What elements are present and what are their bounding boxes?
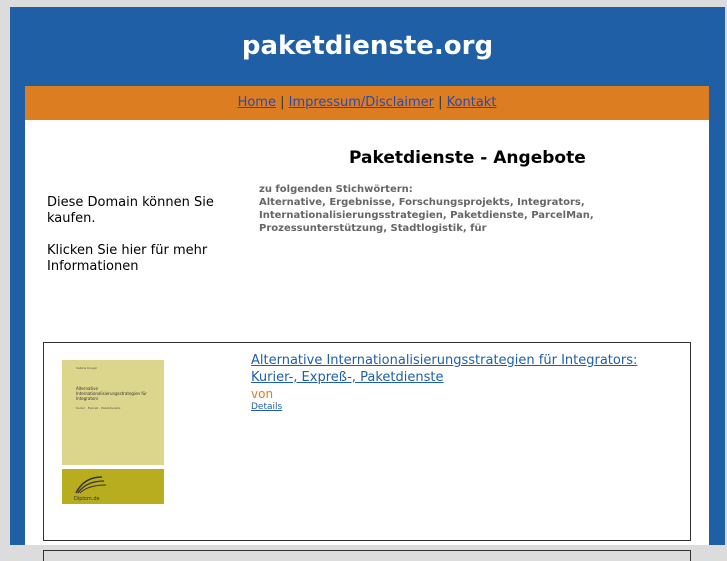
cover-bottom — [62, 469, 164, 504]
keywords-intro: zu folgenden Stichwörtern: — [259, 184, 413, 195]
product-info — [251, 352, 671, 412]
cover-author: Sabine Kruger — [76, 366, 98, 370]
publisher-logo-icon — [72, 473, 112, 501]
nav-kontakt-link[interactable]: Kontakt — [446, 95, 497, 110]
product-card-next — [43, 550, 691, 561]
nav-impressum-link[interactable]: Impressum/Disclaimer — [288, 95, 434, 110]
domain-sale-text[interactable]: Diese Domain können Sie kaufen. — [47, 195, 214, 226]
product-card — [43, 342, 691, 541]
keywords-block — [259, 183, 639, 235]
domain-sale-notice[interactable] — [47, 195, 227, 291]
site-title[interactable]: paketdienste.org — [241, 31, 494, 61]
page-frame — [10, 7, 725, 545]
product-author-label: von — [251, 387, 274, 401]
product-title-link[interactable]: Alternative Internationalisierungsstrategien für Integrators: Kurier-, Expreß-, Paketdienste — [251, 353, 638, 385]
domain-sale-link[interactable]: Klicken Sie hier für mehr Informationen — [47, 243, 208, 274]
page-heading: Paketdienste - Angebote — [349, 148, 586, 168]
main-content — [25, 120, 709, 545]
nav-bar — [25, 86, 709, 120]
cover-subtitle: Kurier · Expreß · Paketdienste — [76, 406, 121, 410]
nav-home-link[interactable]: Home — [237, 95, 276, 110]
cover-title: Alternative Internationalisierungsstrategien für Integrators — [76, 386, 147, 401]
cover-top — [62, 360, 164, 465]
product-details-link[interactable]: Details — [251, 402, 283, 412]
book-cover-image[interactable] — [62, 360, 164, 504]
keywords-list: Alternative, Ergebnisse, Forschungsprojekts, Integrators, Internationalisierungsstrategien, Paketdienste, ParcelMan, Prozessunterstützung, Stadtlogistik, für — [259, 197, 594, 234]
publisher-name: Diplom.de — [74, 496, 100, 501]
nav-separator: | — [275, 95, 289, 110]
nav-separator: | — [434, 95, 447, 110]
